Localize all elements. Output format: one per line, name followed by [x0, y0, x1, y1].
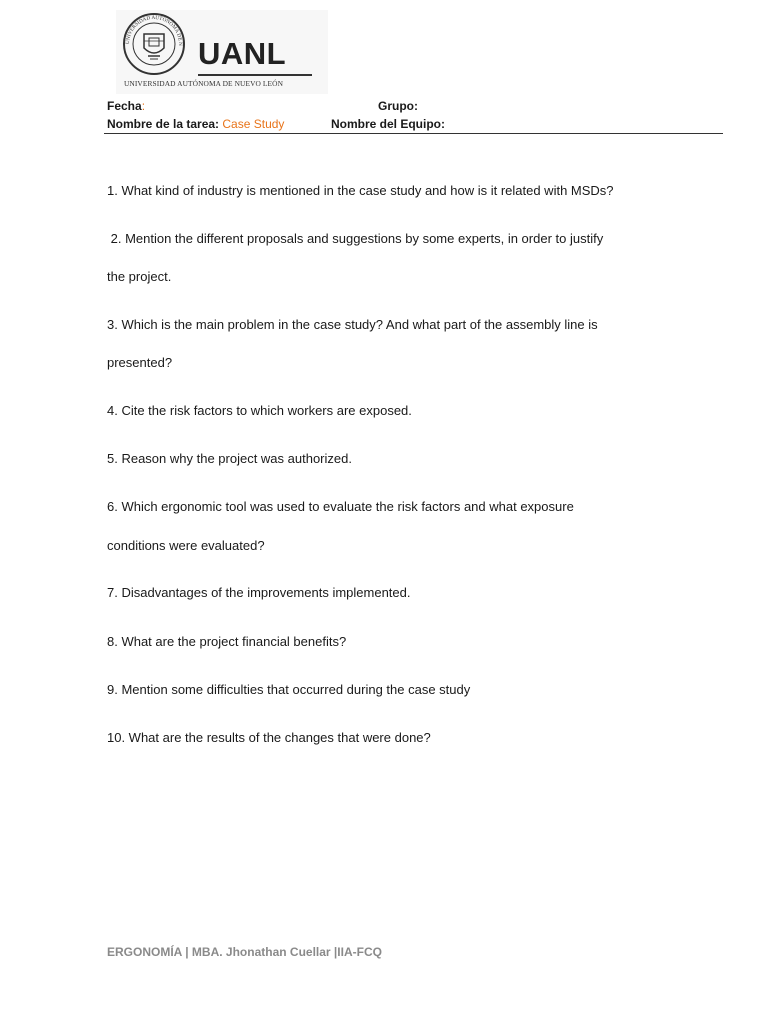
- question-5: 5. Reason why the project was authorized.: [107, 451, 352, 466]
- page-footer: ERGONOMÍA | MBA. Jhonathan Cuellar |IIA-FCQ: [107, 945, 382, 959]
- university-name: UNIVERSIDAD AUTÓNOMA DE NUEVO LEÓN: [124, 79, 284, 88]
- question-9: 9. Mention some difficulties that occurred during the case study: [107, 682, 471, 697]
- question-2-line-1: 2. Mention the different proposals and suggestions by some experts, in order to justify: [107, 231, 604, 246]
- tarea-value: Case Study: [222, 117, 285, 131]
- question-8: 8. What are the project financial benefits?: [107, 634, 347, 649]
- tarea-field: [107, 117, 284, 131]
- header-divider: [104, 133, 723, 134]
- question-4: 4. Cite the risk factors to which workers are exposed.: [107, 403, 412, 418]
- logo-divider: [198, 74, 312, 76]
- equipo-label: Nombre del Equipo:: [331, 117, 445, 131]
- question-2-line-2: the project.: [107, 269, 172, 284]
- tarea-label: Nombre de la tarea:: [107, 117, 220, 131]
- fecha-label: Fecha: [107, 99, 142, 113]
- uanl-logo: [116, 10, 328, 94]
- seal-text: UNIVERSIDAD AUTÓNOMA DE N: [124, 14, 184, 46]
- university-seal-icon: [122, 12, 186, 76]
- question-1: 1. What kind of industry is mentioned in the case study and how is it related with MSDs?: [107, 183, 614, 198]
- question-10: 10. What are the results of the changes that were done?: [107, 730, 431, 745]
- fecha-field: [107, 99, 145, 113]
- question-6-line-1: 6. Which ergonomic tool was used to evaluate the risk factors and what exposure: [107, 499, 574, 514]
- question-3-line-1: 3. Which is the main problem in the case study? And what part of the assembly line is: [107, 317, 598, 332]
- question-6-line-2: conditions were evaluated?: [107, 538, 265, 553]
- fecha-colon: :: [141, 99, 146, 113]
- grupo-label: Grupo:: [378, 99, 418, 113]
- question-3-line-2: presented?: [107, 355, 173, 370]
- uanl-wordmark: UANL: [198, 36, 287, 71]
- question-7: 7. Disadvantages of the improvements implemented.: [107, 585, 411, 600]
